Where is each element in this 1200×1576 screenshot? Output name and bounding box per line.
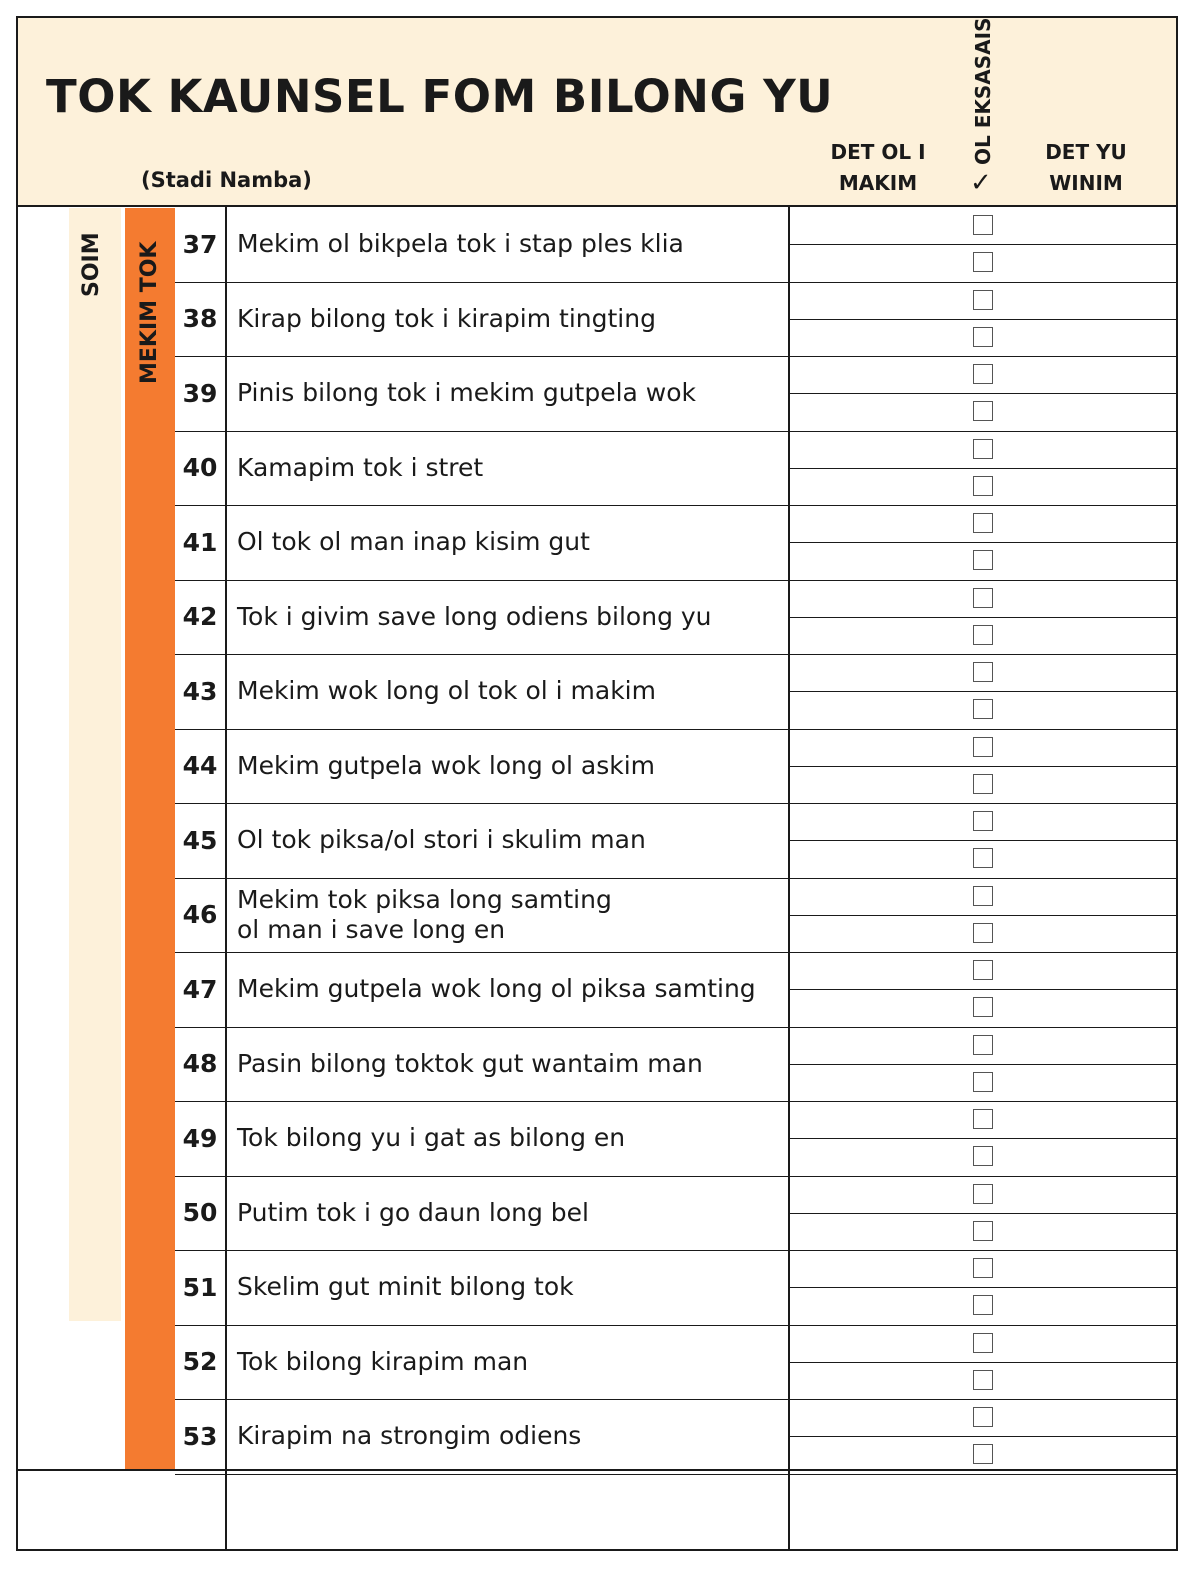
exercise-checkbox[interactable] bbox=[973, 960, 993, 980]
study-title bbox=[225, 825, 646, 855]
table-row bbox=[175, 1399, 788, 1473]
study-number: 42 bbox=[182, 602, 218, 631]
study-number: 44 bbox=[182, 751, 218, 780]
exercise-checkbox[interactable] bbox=[973, 1072, 993, 1092]
exercise-checkbox[interactable] bbox=[973, 327, 993, 347]
row-half-divider bbox=[790, 1064, 1178, 1065]
study-number: 45 bbox=[182, 825, 218, 855]
table-row bbox=[175, 952, 788, 1026]
row-divider bbox=[175, 1474, 1178, 1475]
study-title-line: Kirap bilong tok i kirapim tingting bbox=[237, 303, 656, 333]
study-title bbox=[225, 229, 684, 259]
study-title bbox=[225, 1198, 589, 1228]
exercise-checkbox[interactable] bbox=[973, 1184, 993, 1204]
exercise-checkbox[interactable] bbox=[973, 550, 993, 570]
exercise-checkbox[interactable] bbox=[973, 1333, 993, 1353]
study-number-subtitle: (Stadi Namba) bbox=[141, 168, 312, 192]
exercise-checkbox[interactable] bbox=[973, 662, 993, 682]
table-row bbox=[175, 729, 788, 803]
study-title bbox=[225, 304, 656, 334]
divider-date-column bbox=[788, 207, 790, 1551]
study-title bbox=[225, 751, 655, 781]
study-number: 46 bbox=[182, 900, 218, 929]
column-header-line: DET YU bbox=[1045, 140, 1127, 164]
table-row bbox=[175, 1101, 788, 1175]
study-title bbox=[225, 885, 612, 945]
study-title-line: Mekim ol bikpela tok i stap ples klia bbox=[237, 229, 684, 258]
study-title bbox=[225, 1347, 528, 1377]
study-number: 43 bbox=[182, 676, 218, 706]
column-header-ol-eksasais: OL EKSASAIS bbox=[971, 17, 995, 165]
study-number: 38 bbox=[182, 304, 218, 333]
column-header-line: WINIM bbox=[1049, 171, 1123, 195]
row-half-divider bbox=[790, 393, 1178, 394]
table-row bbox=[175, 356, 788, 430]
study-title bbox=[225, 974, 756, 1004]
mekim-tok-category-label: MEKIM TOK bbox=[137, 241, 162, 384]
study-title-line: Kamapim tok i stret bbox=[237, 452, 484, 482]
exercise-checkbox[interactable] bbox=[973, 886, 993, 906]
exercise-checkbox[interactable] bbox=[973, 215, 993, 235]
checkmark-icon: ✓ bbox=[970, 168, 992, 198]
row-half-divider bbox=[790, 766, 1178, 767]
study-number: 47 bbox=[182, 974, 218, 1004]
divider-number-column bbox=[225, 207, 227, 1551]
row-half-divider bbox=[790, 1138, 1178, 1139]
row-half-divider bbox=[790, 1436, 1178, 1437]
column-header-line: DET OL I bbox=[830, 140, 926, 164]
exercise-checkbox[interactable] bbox=[973, 923, 993, 943]
column-header-det-yu-winim bbox=[1026, 137, 1146, 199]
table-row bbox=[175, 580, 788, 654]
study-title bbox=[225, 378, 696, 408]
study-number: 53 bbox=[182, 1421, 218, 1451]
table-row bbox=[175, 654, 788, 728]
exercise-checkbox[interactable] bbox=[973, 699, 993, 719]
exercise-checkbox[interactable] bbox=[973, 737, 993, 757]
study-number: 41 bbox=[182, 527, 218, 557]
table-row bbox=[175, 282, 788, 356]
study-number: 37 bbox=[182, 229, 218, 259]
study-title-line: Tok bilong yu i gat as bilong en bbox=[237, 1123, 626, 1152]
row-half-divider bbox=[790, 542, 1178, 543]
study-title-line: Mekim tok piksa long samting bbox=[237, 884, 612, 914]
study-number: 40 bbox=[182, 453, 218, 482]
exercise-checkbox[interactable] bbox=[973, 774, 993, 794]
table-row bbox=[175, 803, 788, 877]
study-title bbox=[225, 527, 590, 557]
exercise-checkbox[interactable] bbox=[973, 476, 993, 496]
table-row bbox=[175, 1250, 788, 1324]
exercise-checkbox[interactable] bbox=[973, 811, 993, 831]
exercise-checkbox[interactable] bbox=[973, 290, 993, 310]
study-title-line: Tok bilong kirapim man bbox=[237, 1346, 529, 1376]
exercise-checkbox[interactable] bbox=[973, 252, 993, 272]
study-number: 39 bbox=[182, 378, 218, 408]
row-half-divider bbox=[790, 691, 1178, 692]
study-title-line: Pinis bilong tok i mekim gutpela wok bbox=[237, 378, 697, 407]
study-title-line: Skelim gut minit bilong tok bbox=[237, 1272, 574, 1301]
exercise-checkbox[interactable] bbox=[973, 625, 993, 645]
mekim-tok-category-bar bbox=[125, 208, 175, 1470]
study-title-line: Ol tok ol man inap kisim gut bbox=[237, 527, 590, 556]
form-header bbox=[16, 16, 1178, 207]
exercise-checkbox[interactable] bbox=[973, 1407, 993, 1427]
column-header-line: MAKIM bbox=[838, 171, 918, 195]
exercise-checkbox[interactable] bbox=[973, 1221, 993, 1241]
table-row bbox=[175, 431, 788, 505]
study-title bbox=[225, 1421, 581, 1451]
table-row bbox=[175, 878, 788, 952]
exercise-checkbox[interactable] bbox=[973, 1035, 993, 1055]
study-title-line: Mekim gutpela wok long ol piksa samting bbox=[237, 974, 756, 1003]
exercise-checkbox[interactable] bbox=[973, 401, 993, 421]
study-number: 51 bbox=[182, 1272, 218, 1302]
row-half-divider bbox=[790, 1213, 1178, 1214]
exercise-checkbox[interactable] bbox=[973, 1146, 993, 1166]
study-title bbox=[225, 676, 656, 706]
row-half-divider bbox=[790, 1287, 1178, 1288]
study-title bbox=[225, 1123, 625, 1153]
exercise-checkbox[interactable] bbox=[973, 439, 993, 459]
exercise-checkbox[interactable] bbox=[973, 997, 993, 1017]
table-bottom-line bbox=[16, 1469, 1178, 1471]
study-title-line: Tok i givim save long odiens bilong yu bbox=[237, 601, 712, 631]
exercise-checkbox[interactable] bbox=[973, 848, 993, 868]
table-row bbox=[175, 505, 788, 579]
study-title-line: Putim tok i go daun long bel bbox=[237, 1197, 589, 1227]
exercise-checkbox[interactable] bbox=[973, 1295, 993, 1315]
study-number: 50 bbox=[182, 1198, 218, 1227]
row-half-divider bbox=[790, 244, 1178, 245]
study-title bbox=[225, 453, 483, 483]
row-half-divider bbox=[790, 915, 1178, 916]
exercise-checkbox[interactable] bbox=[973, 513, 993, 533]
exercise-checkbox[interactable] bbox=[973, 588, 993, 608]
study-title bbox=[225, 1049, 703, 1079]
row-half-divider bbox=[790, 319, 1178, 320]
study-title-line: ol man i save long en bbox=[237, 914, 506, 944]
row-half-divider bbox=[790, 989, 1178, 990]
study-title-line: Kirapim na strongim odiens bbox=[237, 1421, 582, 1450]
exercise-checkbox[interactable] bbox=[973, 1109, 993, 1129]
table-row bbox=[175, 1027, 788, 1101]
table-row bbox=[175, 1176, 788, 1250]
row-half-divider bbox=[790, 1362, 1178, 1363]
soim-category-label: SOIM bbox=[79, 232, 104, 297]
study-title bbox=[225, 1272, 574, 1302]
exercise-checkbox[interactable] bbox=[973, 364, 993, 384]
study-number: 49 bbox=[182, 1123, 218, 1153]
study-title-line: Mekim wok long ol tok ol i makim bbox=[237, 676, 656, 705]
row-half-divider bbox=[790, 468, 1178, 469]
soim-category-bar bbox=[69, 208, 121, 1321]
exercise-checkbox[interactable] bbox=[973, 1444, 993, 1464]
table-row bbox=[175, 1325, 788, 1399]
study-number: 48 bbox=[182, 1049, 218, 1078]
study-title-line: Mekim gutpela wok long ol askim bbox=[237, 750, 656, 780]
study-number: 52 bbox=[182, 1347, 218, 1376]
row-half-divider bbox=[790, 840, 1178, 841]
form-title: TOK KAUNSEL FOM BILONG YU bbox=[46, 70, 834, 123]
column-header-det-ol-i-makim bbox=[818, 137, 938, 199]
table-row bbox=[175, 207, 788, 281]
exercise-checkbox[interactable] bbox=[973, 1258, 993, 1278]
study-title-line: Ol tok piksa/ol stori i skulim man bbox=[237, 825, 646, 854]
study-title-line: Pasin bilong toktok gut wantaim man bbox=[237, 1048, 703, 1078]
exercise-checkbox[interactable] bbox=[973, 1370, 993, 1390]
study-title bbox=[225, 602, 712, 632]
row-half-divider bbox=[790, 617, 1178, 618]
